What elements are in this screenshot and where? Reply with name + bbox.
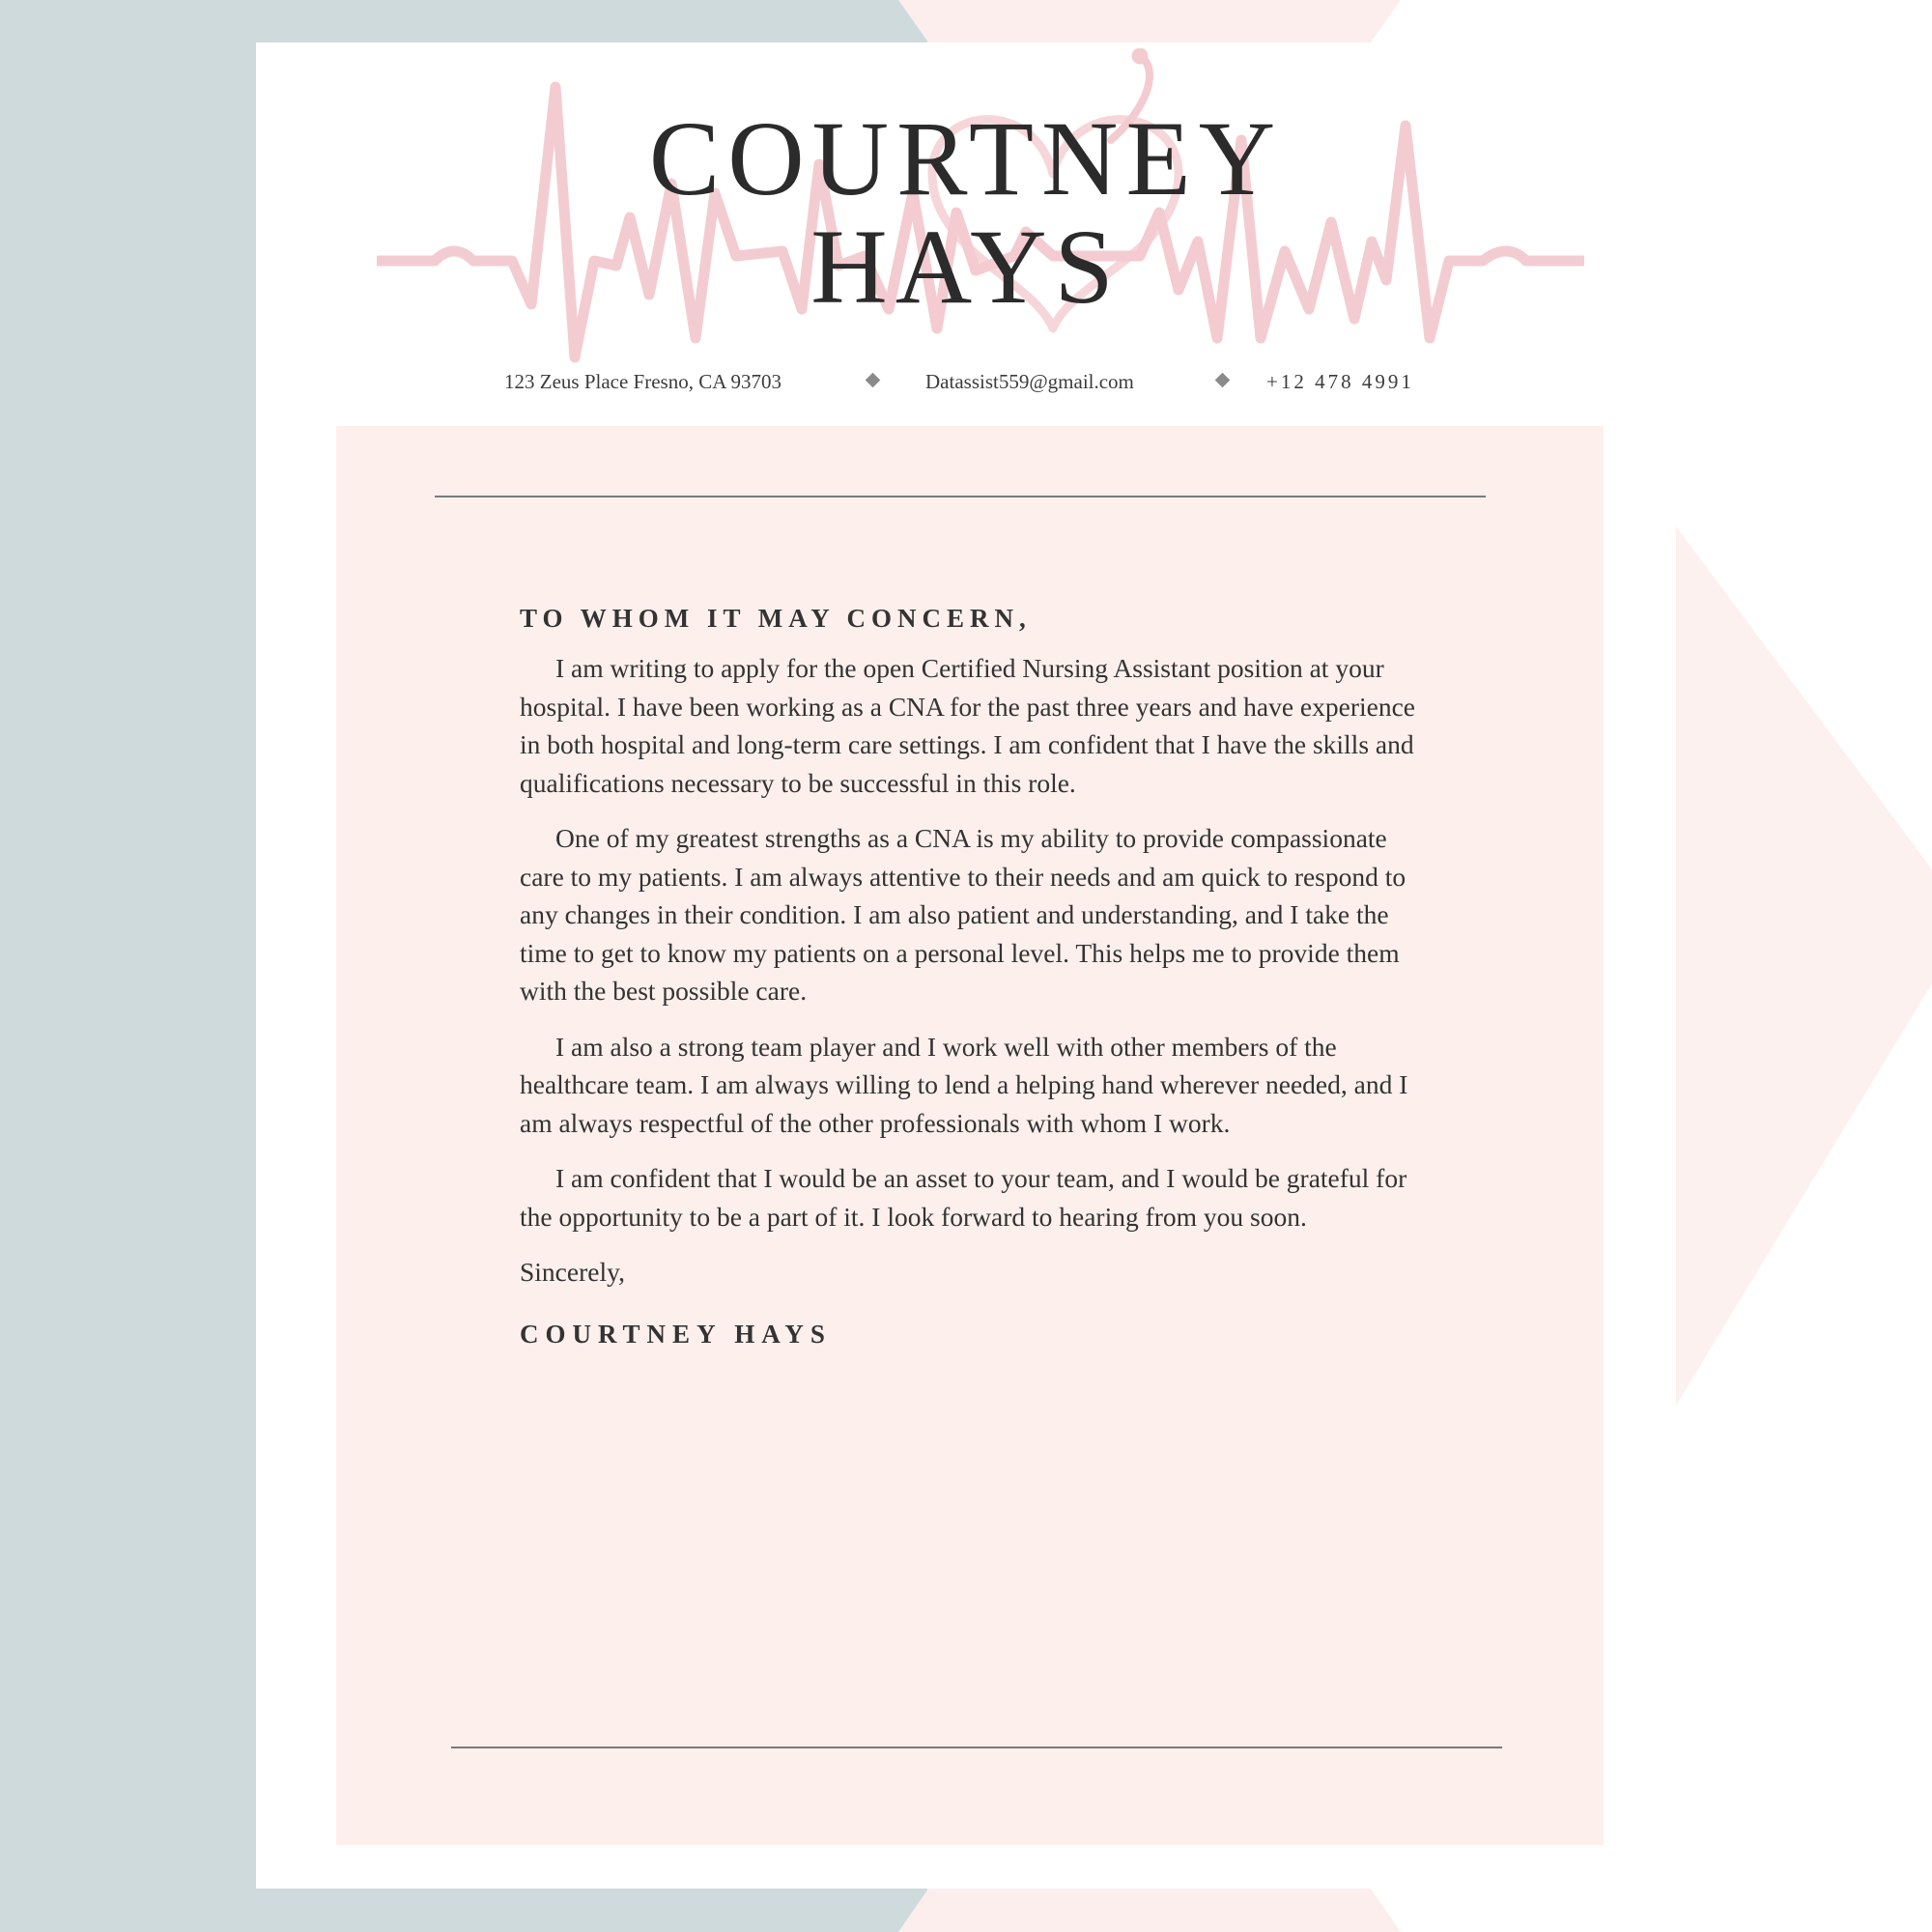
- salutation: TO WHOM IT MAY CONCERN,: [520, 604, 1032, 633]
- background-blue-bottom-strip: [0, 1889, 927, 1932]
- top-divider: [435, 496, 1486, 497]
- paragraph-3: I am also a strong team player and I work well with other members of the healthcare team. I am always willing to lend a helping hand wherever needed, and I am always respectful of the other professionals with whom I work.: [520, 1031, 1408, 1138]
- background-blue-band: [0, 0, 256, 1932]
- contact-address: 123 Zeus Place Fresno, CA 93703: [504, 370, 781, 393]
- contact-email: Datassist559@gmail.com: [925, 370, 1134, 393]
- bottom-divider: [451, 1747, 1502, 1748]
- background-pink-bottom-shape: [898, 1889, 1401, 1932]
- applicant-first-name: COURTNEY: [648, 99, 1284, 217]
- closing: Sincerely,: [520, 1257, 625, 1287]
- paragraph-4: I am confident that I would be an asset to your team, and I would be grateful for the opportunity to be a part of it. I look forward to hearing from you soon.: [520, 1163, 1407, 1232]
- applicant-name: [256, 99, 1676, 326]
- background-blue-top-strip: [0, 0, 927, 43]
- background-pink-top-shape: [898, 0, 1401, 43]
- contact-phone: +12 478 4991: [1266, 370, 1414, 393]
- background-pink-chevron: [1676, 526, 1932, 1406]
- signature: COURTNEY HAYS: [520, 1319, 832, 1349]
- paragraph-2: One of my greatest strengths as a CNA is my ability to provide compassionate care to my patients. I am always attentive to their needs and am quick to respond to any changes in their condition. I am also patient and understanding, and I take the time to get to know my patients on a personal level. This helps me to provide them with the best possible care.: [520, 823, 1406, 1006]
- letter-content: [520, 597, 1418, 1353]
- applicant-last-name: HAYS: [810, 208, 1122, 326]
- paragraph-1: I am writing to apply for the open Certified Nursing Assistant position at your hospital. I have been working as a CNA for the past three years and have experience in both hospital and long-term care settings. I am confident that I have the skills and qualifications necessary to be successful in this role.: [520, 653, 1416, 798]
